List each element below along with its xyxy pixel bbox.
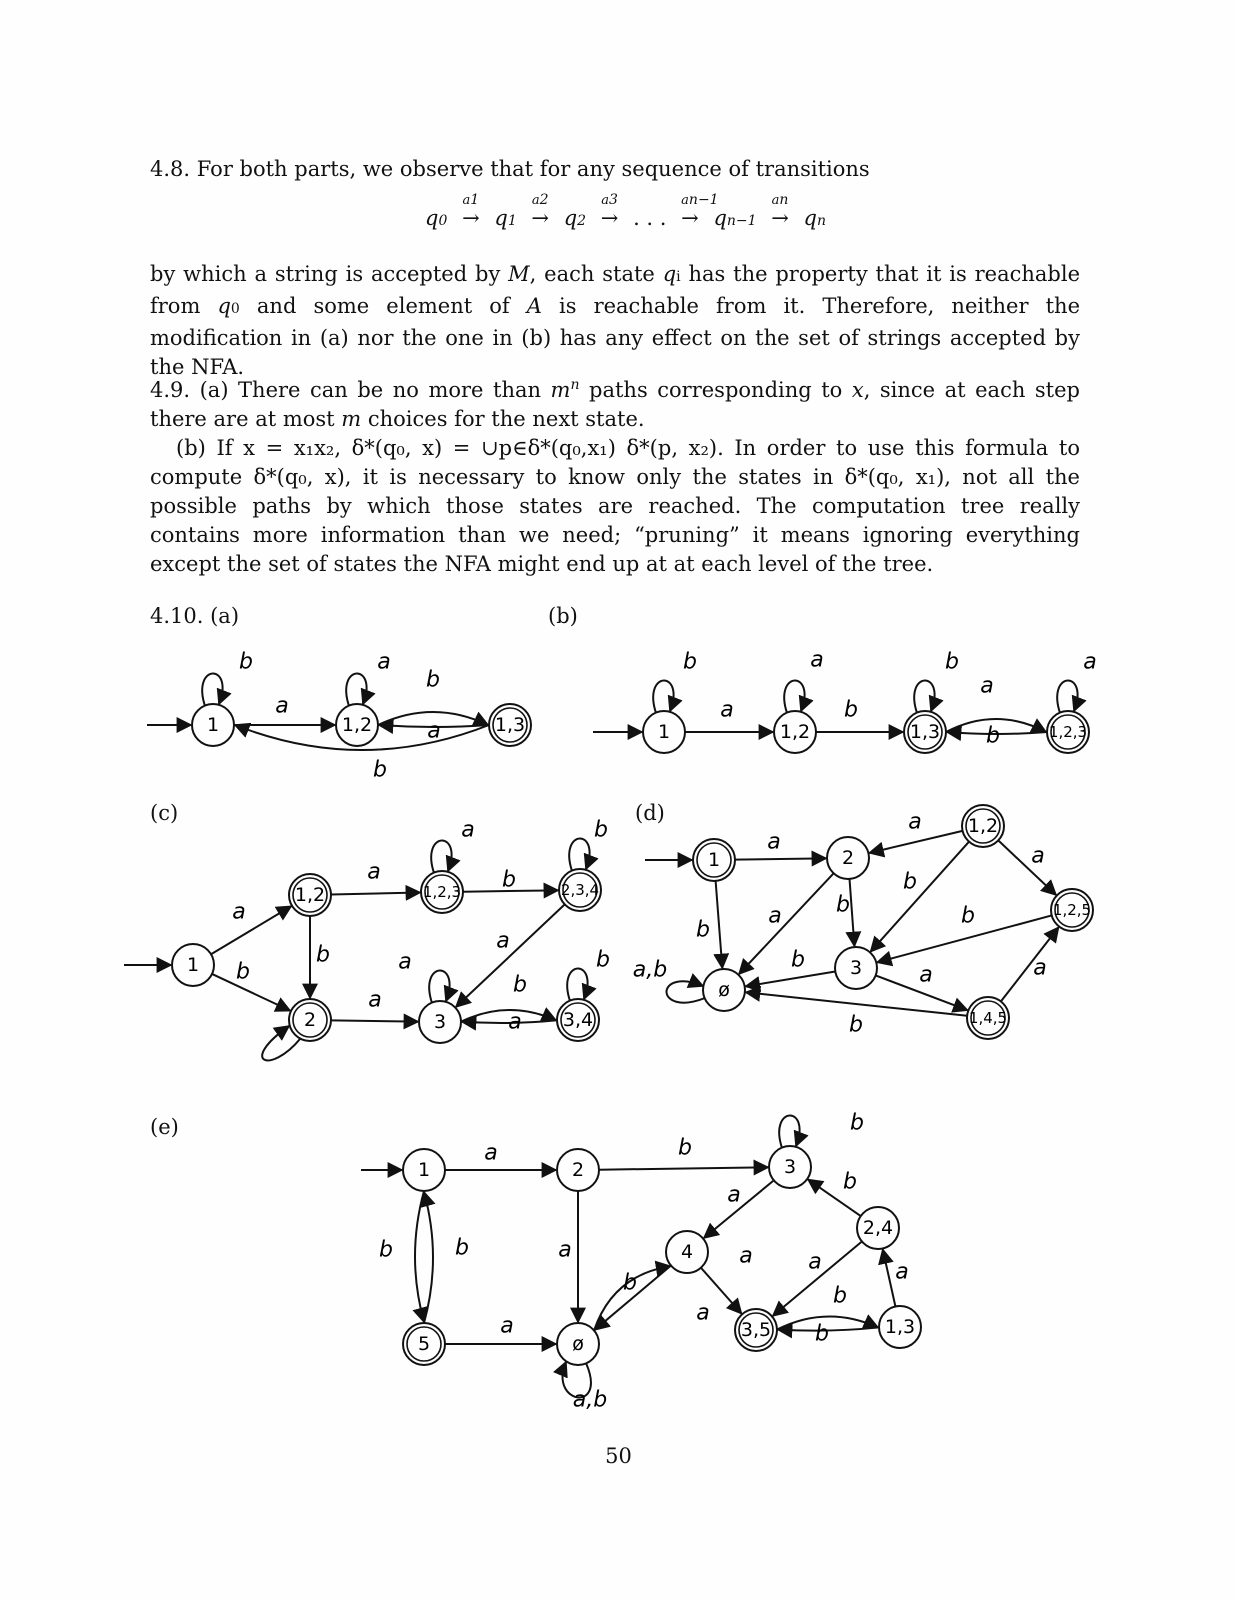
p49-formula: (b) If x = x₁x₂, δ*(q₀, x) = ∪p∈δ*(q₀,x₁) δ*(p, x₂).: [176, 436, 724, 460]
label-a_loop12: a: [377, 649, 391, 675]
seq-an1: a: [681, 193, 689, 208]
para-4-8-lead-text: 4.8. For both parts, we observe that for any sequence of transitions: [150, 157, 870, 181]
state-b1: [643, 711, 685, 753]
state-label-d3: 3: [849, 957, 863, 979]
label-b_loop12: a: [810, 647, 824, 673]
seq-qn-sub: n: [817, 213, 827, 229]
seq-q2-sub: 2: [577, 213, 587, 229]
p49-b-rest: In order to use this formula to compute δ*(q₀, x), it is necessary to know only the states in δ*(q₀, x₁), not all the possible paths by which those states are reached. The computation tree really contains more information than we need; “pruning” it means ignoring everything except the set of states the NFA might end up at at each level of the tree.: [150, 436, 1080, 576]
label-e_1_2: a: [484, 1140, 498, 1166]
loop-b_loop123: [1057, 680, 1077, 713]
state-label-d125: 1,2,5: [1052, 901, 1092, 919]
edge-e_2_3: [599, 1167, 768, 1169]
state-b123: [1047, 711, 1089, 753]
seq-q1: q: [494, 206, 508, 230]
state-c12: [289, 874, 331, 916]
p48-b1: by which a string is accepted by: [150, 262, 501, 286]
label-d_1_phi: b: [696, 917, 710, 943]
edge-e_5_1: [424, 1192, 433, 1323]
state-label-a1: 1: [206, 714, 220, 736]
p48-b2: , each state: [529, 262, 663, 286]
label-e_24_3: b: [843, 1169, 857, 1195]
edge-e_1_5: [415, 1191, 424, 1322]
state-c3: [419, 1001, 461, 1043]
edge-e_13_24: [883, 1249, 896, 1306]
edge-c_1_12: [211, 906, 291, 954]
p49-n: n: [570, 377, 580, 393]
label-e_loopphi: a,b: [572, 1387, 608, 1413]
label-c_loop234: b: [594, 817, 608, 843]
state-a1: [192, 704, 234, 746]
state-e1: [403, 1149, 445, 1191]
label-e_13_24: a: [895, 1259, 909, 1285]
state-e4: [666, 1231, 708, 1273]
label-c_12_123: a: [367, 859, 381, 885]
label-4-10-b: (b): [548, 604, 578, 628]
state-label-dphi: ø: [718, 979, 730, 1001]
label-d_3_145: a: [919, 962, 933, 988]
state-c34: [557, 999, 599, 1041]
label-c_loop34: b: [596, 947, 610, 973]
state-label-d12: 1,2: [967, 815, 999, 837]
label-e_loop3: b: [850, 1110, 864, 1136]
label-d_125_3: b: [961, 903, 975, 929]
label-e_5_phi: a: [500, 1313, 514, 1339]
state-label-c2: 2: [303, 1009, 317, 1031]
seq-qn1-sub: n−1: [726, 213, 757, 229]
state-label-b1: 1: [657, 721, 671, 743]
edge-d_145_125: [1001, 927, 1059, 1001]
state-label-e2: 2: [571, 1159, 585, 1181]
state-label-e1: 1: [417, 1159, 431, 1181]
state-e2: [557, 1149, 599, 1191]
state-label-e4: 4: [680, 1241, 694, 1263]
state-label-c1: 1: [186, 954, 200, 976]
state-e3: [769, 1146, 811, 1188]
label-e_3_4: a: [727, 1182, 741, 1208]
state-b13: [904, 711, 946, 753]
label-c_1_12: a: [232, 899, 246, 925]
loop-c_loop123: [431, 840, 451, 873]
label-d_1_2: a: [767, 829, 781, 855]
seq-arrow-3: a3 →: [600, 192, 619, 230]
state-e5: [403, 1323, 445, 1365]
label-e_4_35: a: [739, 1243, 753, 1269]
state-c1: [172, 944, 214, 986]
seq-a2: a: [531, 193, 540, 208]
label-a_13_1: b: [373, 757, 387, 783]
label-d_145_125: a: [1033, 955, 1047, 981]
label-4-10-a: 4.10. (a): [150, 604, 240, 628]
seq-an: a: [771, 193, 780, 208]
label-c_loop3: a: [398, 949, 412, 975]
state-d12: [962, 805, 1004, 847]
label-a_loop1: b: [239, 649, 253, 675]
edge-c_2_3: [331, 1020, 418, 1021]
state-d3: [835, 947, 877, 989]
label-c_2_3: a: [368, 987, 382, 1013]
state-label-c123: 1,2,3: [422, 883, 462, 901]
label-e_1_5: b: [455, 1235, 469, 1261]
p48-qi-sub: i: [676, 269, 681, 285]
label-c_3_34: b: [513, 972, 527, 998]
loop-e_loop3: [779, 1115, 799, 1148]
edge-d_3_phi: [746, 971, 836, 986]
state-label-c234: 2,3,4: [560, 881, 600, 899]
label-4-10-c: (c): [150, 801, 179, 825]
state-label-a13: 1,3: [494, 714, 526, 736]
seq-arrow-1: a1 →: [462, 192, 480, 230]
p48-b3: has the property that it is reachable from: [150, 262, 1080, 318]
state-label-b12: 1,2: [779, 721, 811, 743]
p48-b5: is reachable from it. Therefore, neither the modification in (a) nor the one in (b) has any effect on the set of strings accepted by the NFA.: [150, 294, 1080, 379]
label-d_145_phi: b: [849, 1012, 863, 1038]
label-d_12_2: a: [908, 809, 922, 835]
state-label-c34: 3,4: [562, 1009, 594, 1031]
label-b_123_13: b: [986, 723, 1000, 749]
loop-a_loop12: [346, 673, 366, 706]
state-c2: [289, 999, 331, 1041]
state-dphi: [703, 969, 745, 1011]
edge-d_2_phi: [739, 873, 834, 974]
label-c_loop123: a: [461, 817, 475, 843]
state-label-b123: 1,2,3: [1048, 723, 1088, 741]
state-label-a12: 1,2: [341, 714, 373, 736]
label-b_loop1: b: [683, 649, 697, 675]
seq-q1-sub: 1: [507, 213, 517, 229]
p48-q0: q: [217, 294, 231, 318]
page-number: 50: [605, 1444, 632, 1468]
label-b_loop123: a: [1083, 649, 1097, 675]
seq-a1-sub: 1: [470, 192, 480, 208]
state-label-c3: 3: [433, 1011, 447, 1033]
state-label-d1: 1: [707, 849, 721, 871]
state-label-e24: 2,4: [862, 1217, 894, 1239]
label-d_2_3: b: [836, 892, 850, 918]
label-d_12_125: a: [1031, 843, 1045, 869]
label-c_1_2: b: [236, 959, 250, 985]
edge-d_12_3: [871, 842, 969, 952]
state-c234: [559, 869, 601, 911]
loop-b_loop13: [914, 680, 934, 713]
seq-qn: q: [803, 206, 817, 230]
edge-d_2_3: [850, 879, 855, 946]
state-label-e3: 3: [783, 1156, 797, 1178]
edge-d_12_125: [998, 840, 1056, 894]
p49-m: m: [550, 378, 571, 402]
p48-q0-sub: 0: [230, 301, 240, 317]
seq-q0-sub: 0: [438, 213, 448, 229]
edge-d_1_2: [735, 858, 826, 859]
seq-arrow-2: a2 →: [531, 192, 550, 230]
label-4-10-e: (e): [150, 1115, 179, 1139]
state-d125: [1051, 889, 1093, 931]
state-d1: [693, 839, 735, 881]
edge-d_1_phi: [716, 881, 723, 968]
seq-a3: a: [601, 193, 609, 208]
label-e_5_1: b: [379, 1237, 393, 1263]
seq-an-sub: n: [779, 192, 789, 208]
seq-a1: a: [462, 193, 471, 208]
seq-arrow-5: an →: [771, 192, 789, 230]
loop-b_loop12: [784, 680, 804, 713]
label-b_loop13: b: [945, 649, 959, 675]
p48-A: A: [526, 294, 542, 318]
state-label-ephi: ø: [572, 1333, 584, 1355]
label-c_234_3: a: [496, 928, 510, 954]
label-b_12_13: b: [844, 697, 858, 723]
loop-c_loop34: [567, 968, 587, 1001]
state-a12: [336, 704, 378, 746]
edge-c_234_3: [456, 904, 565, 1007]
label-e_35_13: b: [833, 1283, 847, 1309]
seq-a2-sub: 2: [539, 192, 549, 208]
p49-a2: paths corresponding to: [579, 378, 852, 402]
state-d145: [967, 997, 1009, 1039]
seq-q2: q: [563, 206, 578, 230]
state-label-e13: 1,3: [884, 1316, 916, 1338]
label-e_phi_4: a: [696, 1300, 710, 1326]
state-label-d145: 1,4,5: [968, 1009, 1008, 1027]
seq-ellipsis: . . .: [633, 206, 667, 230]
label-e_2_phi: a: [558, 1237, 572, 1263]
state-label-e35: 3,5: [740, 1319, 772, 1341]
loop-c_loop234: [569, 838, 589, 871]
state-b12: [774, 711, 816, 753]
seq-an1-sub: n−1: [688, 192, 719, 208]
state-e13: [879, 1306, 921, 1348]
p49-a1: 4.9. (a) There can be no more than: [150, 378, 551, 402]
state-c123: [421, 871, 463, 913]
label-a_1_12: a: [275, 693, 289, 719]
state-e24: [857, 1207, 899, 1249]
p48-qi: q: [662, 262, 677, 286]
state-label-c12: 1,2: [294, 884, 326, 906]
label-4-10-d: (d): [635, 801, 665, 825]
label-c_34_3: a: [508, 1009, 522, 1035]
state-d2: [827, 837, 869, 879]
loop-d_loopphi: [666, 981, 705, 1002]
label-d_12_3: b: [903, 869, 917, 895]
seq-q0: q: [425, 206, 439, 230]
p49-x: x: [851, 378, 864, 402]
p49-m2: m: [341, 407, 362, 431]
state-e35: [735, 1309, 777, 1351]
state-label-d2: 2: [841, 847, 855, 869]
state-label-e5: 5: [417, 1333, 431, 1355]
label-e_4_phi: b: [623, 1270, 637, 1296]
p49-a3: , since at each step there are at most: [150, 378, 1080, 431]
seq-qn1: q: [713, 206, 727, 230]
state-ephi: [557, 1323, 599, 1365]
label-e_13_35: b: [815, 1321, 829, 1347]
loop-c_loop3: [429, 970, 449, 1003]
label-a_12_13: b: [426, 667, 440, 693]
label-b_1_12: a: [720, 697, 734, 723]
label-d_3_phi: b: [791, 947, 805, 973]
label-b_13_123: a: [980, 673, 994, 699]
label-d_2_phi: a: [768, 903, 782, 929]
edge-c_12_123: [331, 892, 420, 894]
label-a_13_12: a: [427, 718, 441, 744]
loop-a_loop1: [202, 673, 222, 706]
label-c_12_2: b: [316, 942, 330, 968]
label-e_24_35: a: [808, 1249, 822, 1275]
state-a13: [489, 704, 531, 746]
label-d_loopphi: a,b: [632, 957, 668, 983]
seq-arrow-4: an−1 →: [681, 192, 719, 230]
p48-b4: and some element of: [239, 294, 527, 318]
label-c_123_234: b: [502, 867, 516, 893]
p48-M: M: [508, 262, 530, 286]
p49-a4: choices for the next state.: [361, 407, 645, 431]
loop-b_loop1: [653, 680, 673, 713]
seq-a3-sub: 3: [609, 192, 618, 208]
state-label-b13: 1,3: [909, 721, 941, 743]
label-e_2_3: b: [678, 1135, 692, 1161]
edge-c_1_2: [212, 974, 290, 1011]
